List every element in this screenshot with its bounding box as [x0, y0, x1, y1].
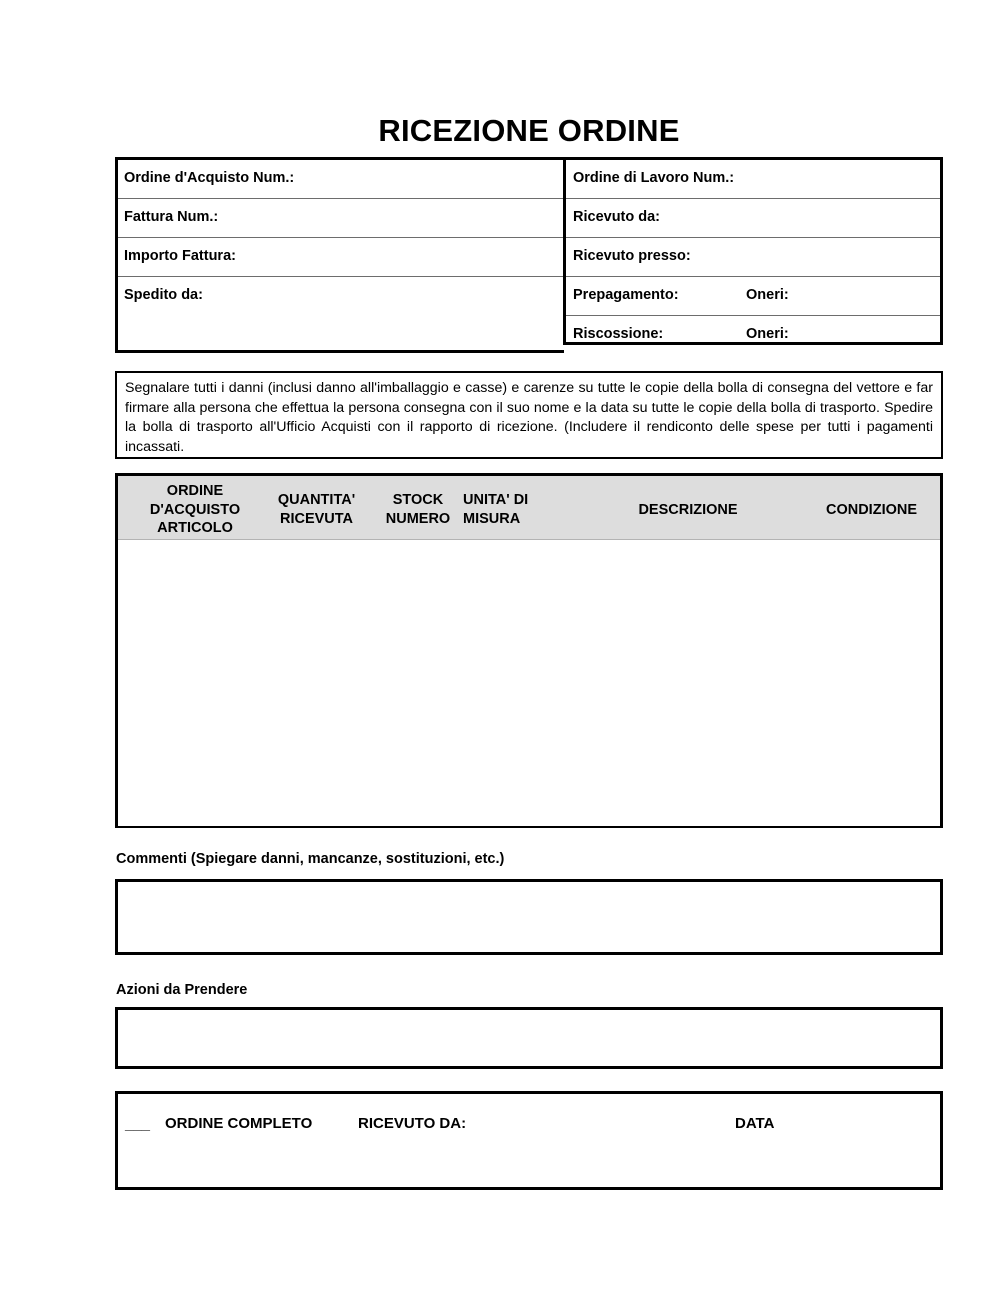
order-complete-checkbox[interactable]: ___	[125, 1116, 151, 1133]
column-header-description: DESCRIZIONE	[638, 502, 738, 518]
label-received-at: Ricevuto presso:	[573, 248, 691, 264]
order-complete-label: ORDINE COMPLETO	[165, 1115, 313, 1132]
comments-box[interactable]	[115, 879, 943, 955]
label-invoice-amount: Importo Fattura:	[124, 248, 236, 264]
items-table	[115, 473, 943, 828]
label-collect-charges: Oneri:	[746, 326, 789, 342]
header-right-block	[563, 157, 943, 345]
label-work-order-number: Ordine di Lavoro Num.:	[573, 170, 735, 186]
date-label: DATA	[735, 1115, 775, 1132]
actions-label: Azioni da Prendere	[116, 982, 248, 998]
actions-box[interactable]	[115, 1007, 943, 1069]
items-table-header-row	[118, 476, 940, 540]
page-title: RICEZIONE ORDINE	[378, 113, 680, 148]
header-left-block	[115, 157, 564, 353]
instructions-text: Segnalare tutti i danni (inclusi danno all'imballaggio e casse) e carenze su tutte le copie della bolla di consegna del vettore e far firmare alla persona che effettua la persona consegna con il suo nome e la data su tutte le copie della bolla di trasporto. Spedire la bolla di trasporto all'Ufficio Acquisti con il rapporto di ricezione. (Includere il rendiconto delle spese per tutti i pagamenti incassati.	[125, 380, 933, 455]
comments-label: Commenti (Spiegare danni, mancanze, sostituzioni, etc.)	[116, 851, 505, 867]
column-header-stock-number: STOCK NUMERO	[385, 492, 451, 527]
label-prepaid: Prepagamento:	[573, 287, 679, 303]
label-invoice-number: Fattura Num.:	[124, 209, 219, 225]
label-prepaid-charges: Oneri:	[746, 287, 789, 303]
column-header-quantity-received: QUANTITA' RICEVUTA	[277, 492, 356, 527]
column-header-unit-of-measure: UNITA' DI MISURA	[463, 492, 529, 527]
footer-signature-block	[115, 1091, 943, 1190]
label-received-by: Ricevuto da:	[573, 209, 661, 225]
label-purchase-order-number: Ordine d'Acquisto Num.:	[124, 170, 295, 186]
label-shipped-from: Spedito da:	[124, 287, 203, 303]
column-header-condition: CONDIZIONE	[825, 502, 918, 518]
received-by-label: RICEVUTO DA:	[358, 1115, 467, 1132]
instructions-box	[115, 371, 943, 459]
items-table-body[interactable]	[118, 540, 940, 826]
column-header-purchase-order-item: ORDINE D'ACQUISTO ARTICOLO	[149, 483, 241, 536]
label-collect: Riscossione:	[573, 326, 664, 342]
